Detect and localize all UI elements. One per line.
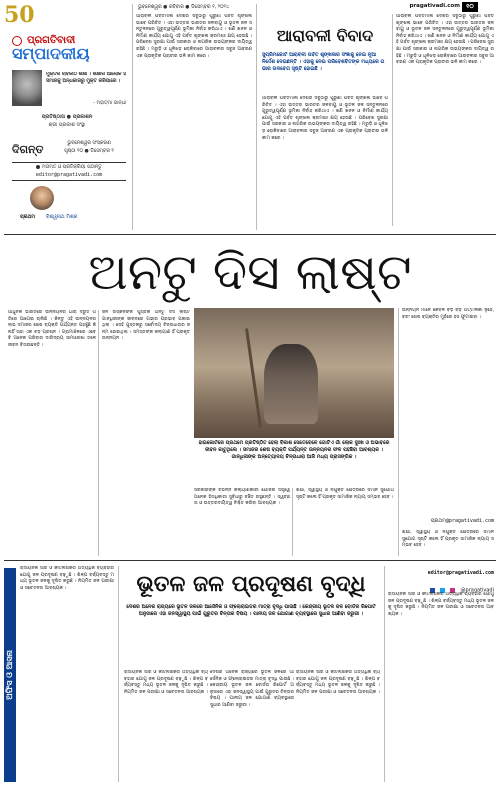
bottom-col-3: ଦେଶର ଅନେକ ରାଜ୍ୟରେ ଭୂତଳ ଜଳରେ ଆର୍ସେନିକ ଓ ଫ୍ଲୋରାଇଡର ମାତ୍ରା ବୃଦ୍ଧି ପାଉଛି । କେନ୍ଦ୍ରୀୟ ଭୂତଳ ଜଳ ବୋର୍ଡର ରିପୋର୍ଟ ଅନୁସାରେ ଏହା ଜନସ୍ୱାସ୍ଥ୍ୟ ପାଇଁ ଗୁରୁତର ଚିନ୍ତାର ବିଷୟ । ପାନୀୟ ଜଳ ଯୋଗାଣ ବ୍ୟବସ୍ଥାରେ ସୁଧାର ଆଣିବା ଜରୁରୀ । [210, 670, 294, 708]
quote-text: ମୁକ୍ତିର ଚାବିକାଠି ଶିକ୍ଷା । ଶିକ୍ଷାର ଆଲୋକ ହିଁ ସମାଜକୁ ଅନ୍ଧକାରରୁ ମୁକ୍ତ କରିପାରେ । [46, 72, 126, 84]
editorial-lede: ସୁପ୍ରିମକୋର୍ଟ ଆରାବଳୀ ପର୍ବତ ଶୃଙ୍ଖଳାର ସଂଜ୍ଞାକୁ ନେଇ ନୂଆ ନିର୍ଦ୍ଦେଶ ଦେଇଛନ୍ତି । ଏହାକୁ ନେଇ ପରିବେଶବିତଙ୍କ ମଧ୍ୟରେ ଗଭୀର ଉଦବେଗ ସୃଷ୍ଟି ହୋଇଛି । [262, 52, 385, 72]
main-article-col-1: ଆଧୁନିକ ଭାରତରେ ଉନ୍ନୟନର ଧାରା ଦ୍ରୁତ ଗତିରେ ଆଗେଇ ଚାଲିଛି । କିନ୍ତୁ ଏହି ଉନ୍ନୟନର ଲାଭ ସମାଜର ଶେଷ ବ୍ୟକ୍ତି ପର୍ଯ୍ୟନ୍ତ ପହଞ୍ଚୁଛି କି ନାହିଁ ତାହା ଏକ ବଡ଼ ପ୍ରଶ୍ନ । ଗ୍ରାମାଞ୍ଚଳରେ ଏବେ ବି ଅନେକ ପରିବାର ଦାରିଦ୍ର୍ୟ ସୀମାରେଖା ତଳେ ଜୀବନ ବିତାଉଛନ୍ତି । [8, 310, 96, 348]
photo-caption: ହାଇକୋର୍ଟରେ ପ୍ରଥମେ ପ୍ରତିଷ୍ଠିତ ହେଲା ବିକାଶ ସେତେବେଳେ ଗୋଟିଏ ଗାଁ ଲୋକ ଦୁଃଖ ଓ ଅଭାବରେ ଜୀବନ କାଟୁଥିଲେ । ସମାଜର ଶେଷ ବ୍ୟକ୍ତି ପର୍ଯ୍ୟନ୍ତ ଉନ୍ନୟନର ଫଳ ପହଞ୍ଚିବା ଆବଶ୍ୟକ । ଗାନ୍ଧିଜୀଙ୍କ ଅନ୍ତ୍ୟୋଦୟ ଚିନ୍ତାଧାରା ଆଜି ମଧ୍ୟ ପ୍ରାସଙ୍ଗିକ । [198, 440, 390, 460]
top-line: ଭୁବନେଶ୍ୱର ● ରବିବାର ● ଡିସେମ୍ବର ୧, ୨୦୨୪ [138, 5, 229, 10]
main-article-col-5b: ଶିକ୍ଷା, ସ୍ୱାସ୍ଥ୍ୟ ଓ ନିଯୁକ୍ତି କ୍ଷେତ୍ରରେ ସମାନ ସୁଯୋଗ ସୃଷ୍ଟି କଲେ ହିଁ ପ୍ରକୃତ ସାମାଜିକ ନ୍ୟାୟ ସମ୍ଭବ ହେବ । [402, 530, 494, 549]
website-label[interactable]: pragativadi.com [409, 3, 460, 9]
contact-line: ମତାମତ ଓ ପ୍ରତିକ୍ରିୟା ପଠାନ୍ତୁ [12, 164, 126, 171]
brand-block [12, 138, 52, 160]
columnist-photo [30, 186, 54, 210]
founder-name: ଶ୍ରୀ ପ୍ରକାଶ ସଂସ୍ଥା [48, 122, 86, 128]
main-article-col-3: ସରକାରଙ୍କ ବିଭିନ୍ନ କଲ୍ୟାଣକାରୀ ଯୋଜନା ସତ୍ତ୍ୱେ ଅନେକ ହିତାଧିକାରୀ ସୁବିଧାରୁ ବଞ୍ଚିତ ରହୁଛନ୍ତି । ସ୍ୱଚ୍ଛତା ଓ ଉତ୍ତରଦାୟିତ୍ୱ ନିଶ୍ଚିତ କରିବା ଆବଶ୍ୟକ । [194, 488, 290, 507]
paper-name: ପ୍ରଗତିବାଦୀ [12, 30, 122, 42]
founding-line: ପ୍ରତିଷ୍ଠାତା ● ପ୍ରକାଶନ [41, 114, 93, 120]
editorial-body-left: ଆରାବଳୀ ପର୍ବତମାଳା ଦେଶର ସବୁଠାରୁ ପୁରୁଣା ପର୍ବତ ଶୃଙ୍ଖଳା ଭାବେ ପରିଚିତ । ଏହା ଉତ୍ତର ଭାରତର ଜଳବାୟୁ ଓ ଭୂତଳ ଜଳ ସନ୍ତୁଳନରେ ଗୁରୁତ୍ୱପୂର୍ଣ୍ଣ ଭୂମିକା ନିର୍ବାହ କରିଥାଏ । ଖଣି ଖନନ ଓ ନିର୍ମାଣ କାର୍ଯ୍ୟ ଯୋଗୁ ଏହି ପର୍ବତ ଶୃଙ୍ଖଳା କ୍ରମଶଃ କ୍ଷୟ ହେଉଛି । ପରିବେଶ ସୁରକ୍ଷା ପାଇଁ ସରକାର ଓ ନାଗରିକ ଉଭୟଙ୍କର ଦାୟିତ୍ୱ ରହିଛି । ମରୁଡ଼ି ଓ ଧୂଳିଝଡ଼ ରୋକିବାରେ ଆରାବଳୀର ସବୁଜ ଆବରଣ ଏକ ପ୍ରାକୃତିକ ପ୍ରାଚୀର ଭଳି କାମ କରେ । [136, 14, 252, 59]
main-article-col-2: ଜନ ରସ୍କିନଙ୍କ ପୁସ୍ତକ ଅନଟୁ ଦିସ ଲାଷ୍ଟ ଗାନ୍ଧିଜୀଙ୍କ ଜୀବନରେ ଗଭୀର ପ୍ରଭାବ ପକାଇଥିଲା । ସେହି ପୁସ୍ତକରୁ ସର୍ବୋଦୟ ଚିନ୍ତାଧାରାର ଜନ୍ମ ହୋଇଥିଲା । ସମସ୍ତଙ୍କ କଲ୍ୟାଣ ହିଁ ପ୍ରକୃତ ଉନ୍ନୟନ । [102, 310, 190, 342]
bottom-title: ଭୂତଳ ଜଳ ପ୍ରଦୂଷଣ ବୃଦ୍ଧି [136, 572, 366, 597]
editor-email-link[interactable]: editor@pragativadi.com [35, 172, 103, 178]
social-row [388, 580, 494, 594]
anniversary-logo [4, 4, 38, 26]
quote-author: - ମହାତ୍ମା ଗାନ୍ଧୀ [93, 101, 126, 106]
logo-number: 50 [4, 2, 35, 28]
main-article-col-5: ଉନ୍ନୟନ ମାନେ କେବଳ ବଡ଼ ବଡ଼ ଅଟ୍ଟାଳିକା ନୁହେଁ, ବରଂ ଶେଷ ବ୍ୟକ୍ତିର ମୁହଁରେ ହସ ଫୁଟାଇବା । [402, 308, 494, 320]
editorial-body-right: ଆରାବଳୀ ପର୍ବତମାଳା ଦେଶର ସବୁଠାରୁ ପୁରୁଣା ପର୍ବତ ଶୃଙ୍ଖଳା ଭାବେ ପରିଚିତ । ଏହା ଉତ୍ତର ଭାରତର ଜଳବାୟୁ ଓ ଭୂତଳ ଜଳ ସନ୍ତୁଳନରେ ଗୁରୁତ୍ୱପୂର୍ଣ୍ଣ ଭୂମିକା ନିର୍ବାହ କରିଥାଏ । ଖଣି ଖନନ ଓ ନିର୍ମାଣ କାର୍ଯ୍ୟ ଯୋଗୁ ଏହି ପର୍ବତ ଶୃଙ୍ଖଳା କ୍ରମଶଃ କ୍ଷୟ ହେଉଛି । ପରିବେଶ ସୁରକ୍ଷା ପାଇଁ ସରକାର ଓ ନାଗରିକ ଉଭୟଙ୍କର ଦାୟିତ୍ୱ ରହିଛି । ମରୁଡ଼ି ଓ ଧୂଳିଝଡ଼ ରୋକିବାରେ ଆରାବଳୀର ସବୁଜ ଆବରଣ ଏକ ପ୍ରାକୃତିକ ପ୍ରାଚୀର ଭଳି କାମ କରେ । [396, 14, 494, 66]
editorial-title: ଆରାବଳୀ ବିବାଦ [276, 26, 374, 45]
section-title: ସମ୍ପାଦକୀୟ [12, 44, 90, 63]
page-number-badge: ୧୦ [462, 2, 478, 12]
bottom-col-1: ରାସାୟନିକ ସାର ଓ କୀଟନାଶକର ଅତ୍ୟଧିକ ବ୍ୟବହାର ଯୋଗୁ ଜଳ ପ୍ରଦୂଷଣ ବଢ଼ୁଛି । ଶିଳ୍ପ ବର୍ଜ୍ୟବସ୍ତୁ ମଧ୍ୟ ଭୂତଳ ଜଳକୁ ଦୂଷିତ କରୁଛି । ନିୟମିତ ଜଳ ପରୀକ୍ଷା ଓ ସଚେତନତା ଆବଶ୍ୟକ । [20, 566, 114, 591]
bottom-email[interactable]: editor@pragativadi.com [427, 570, 494, 576]
bottom-col-5: ରାସାୟନିକ ସାର ଓ କୀଟନାଶକର ଅତ୍ୟଧିକ ବ୍ୟବହାର ଯୋଗୁ ଜଳ ପ୍ରଦୂଷଣ ବଢ଼ୁଛି । ଶିଳ୍ପ ବର୍ଜ୍ୟବସ୍ତୁ ମଧ୍ୟ ଭୂତଳ ଜଳକୁ ଦୂଷିତ କରୁଛି । ନିୟମିତ ଜଳ ପରୀକ୍ଷା ଓ ସଚେତନତା ଆବଶ୍ୟକ । [388, 592, 494, 617]
gandhi-portrait [12, 70, 42, 106]
photo-figure [264, 344, 318, 424]
photo-stick [245, 328, 262, 427]
editorial-body: ଆରାବଳୀ ପର୍ବତମାଳା ଦେଶର ସବୁଠାରୁ ପୁରୁଣା ପର୍ବତ ଶୃଙ୍ଖଳା ଭାବେ ପରିଚିତ । ଏହା ଉତ୍ତର ଭାରତର ଜଳବାୟୁ ଓ ଭୂତଳ ଜଳ ସନ୍ତୁଳନରେ ଗୁରୁତ୍ୱପୂର୍ଣ୍ଣ ଭୂମିକା ନିର୍ବାହ କରିଥାଏ । ଖଣି ଖନନ ଓ ନିର୍ମାଣ କାର୍ଯ୍ୟ ଯୋଗୁ ଏହି ପର୍ବତ ଶୃଙ୍ଖଳା କ୍ରମଶଃ କ୍ଷୟ ହେଉଛି । ପରିବେଶ ସୁରକ୍ଷା ପାଇଁ ସରକାର ଓ ନାଗରିକ ଉଭୟଙ୍କର ଦାୟିତ୍ୱ ରହିଛି । ମରୁଡ଼ି ଓ ଧୂଳିଝଡ଼ ରୋକିବାରେ ଆରାବଳୀର ସବୁଜ ଆବରଣ ଏକ ପ୍ରାକୃତିକ ପ୍ରାଚୀର ଭଳି କାମ କରେ । [262, 96, 388, 141]
author-email[interactable]: ପ୍ରଥମ@pragativadi.com [430, 518, 494, 524]
date-line: ପୃଷ୍ଠା ୧୦ ● ଡିସେମ୍ବର ୧ [64, 149, 114, 154]
columnist-label: ପ୍ରଥମ [20, 214, 36, 220]
bottom-col-4: ରାସାୟନିକ ସାର ଓ କୀଟନାଶକର ଅତ୍ୟଧିକ ବ୍ୟବହାର ଯୋଗୁ ଜଳ ପ୍ରଦୂଷଣ ବଢ଼ୁଛି । ଶିଳ୍ପ ବର୍ଜ୍ୟବସ୍ତୁ ମଧ୍ୟ ଭୂତଳ ଜଳକୁ ଦୂଷିତ କରୁଛି । ନିୟମିତ ଜଳ ପରୀକ୍ଷା ଓ ସଚେତନତା ଆବଶ୍ୟକ । [296, 670, 380, 695]
bottom-intro: ଦେଶର ଅନେକ ରାଜ୍ୟରେ ଭୂତଳ ଜଳରେ ଆର୍ସେନିକ ଓ ଫ୍ଲୋରାଇଡର ମାତ୍ରା ବୃଦ୍ଧି ପାଉଛି । କେନ୍ଦ୍ରୀୟ ଭୂତଳ ଜଳ ବୋର୍ଡର ରିପୋର୍ଟ ଅନୁସାରେ ଏହା ଜନସ୍ୱାସ୍ଥ୍ୟ ପାଇଁ ଗୁରୁତର ଚିନ୍ତାର ବିଷୟ । ପାନୀୟ ଜଳ ଯୋଗାଣ ବ୍ୟବସ୍ଥାରେ ସୁଧାର ଆଣିବା ଜରୁରୀ । [126, 604, 376, 617]
phone-icon [36, 165, 40, 169]
columnist-name: ବିଶ୍ୱନାଥ ମିଶ୍ର [46, 214, 78, 220]
article-photo [194, 308, 394, 438]
social-handle[interactable]: @pragativadi [460, 587, 494, 594]
main-article-col-4: ଶିକ୍ଷା, ସ୍ୱାସ୍ଥ୍ୟ ଓ ନିଯୁକ୍ତି କ୍ଷେତ୍ରରେ ସମାନ ସୁଯୋଗ ସୃଷ୍ଟି କଲେ ହିଁ ପ୍ରକୃତ ସାମାଜିକ ନ୍ୟାୟ ସମ୍ଭବ ହେବ । [296, 488, 394, 500]
edition-line: ଭୁବନେଶ୍ୱର ସଂସ୍କରଣ [67, 141, 111, 146]
bottom-side-label: ଅଫିସ ଓ ଆସନା [4, 568, 16, 782]
main-article-title: ଅନଟୁ ଦିସ ଲାଷ୍ଟ [88, 243, 412, 301]
bottom-col-2: ରାସାୟନିକ ସାର ଓ କୀଟନାଶକର ଅତ୍ୟଧିକ ବ୍ୟବହାର ଯୋଗୁ ଜଳ ପ୍ରଦୂଷଣ ବଢ଼ୁଛି । ଶିଳ୍ପ ବର୍ଜ୍ୟବସ୍ତୁ ମଧ୍ୟ ଭୂତଳ ଜଳକୁ ଦୂଷିତ କରୁଛି । ନିୟମିତ ଜଳ ପରୀକ୍ଷା ଓ ସଚେତନତା ଆବଶ୍ୟକ । [124, 670, 208, 695]
brand-word: ଦିଗନ୍ତ [12, 143, 44, 156]
